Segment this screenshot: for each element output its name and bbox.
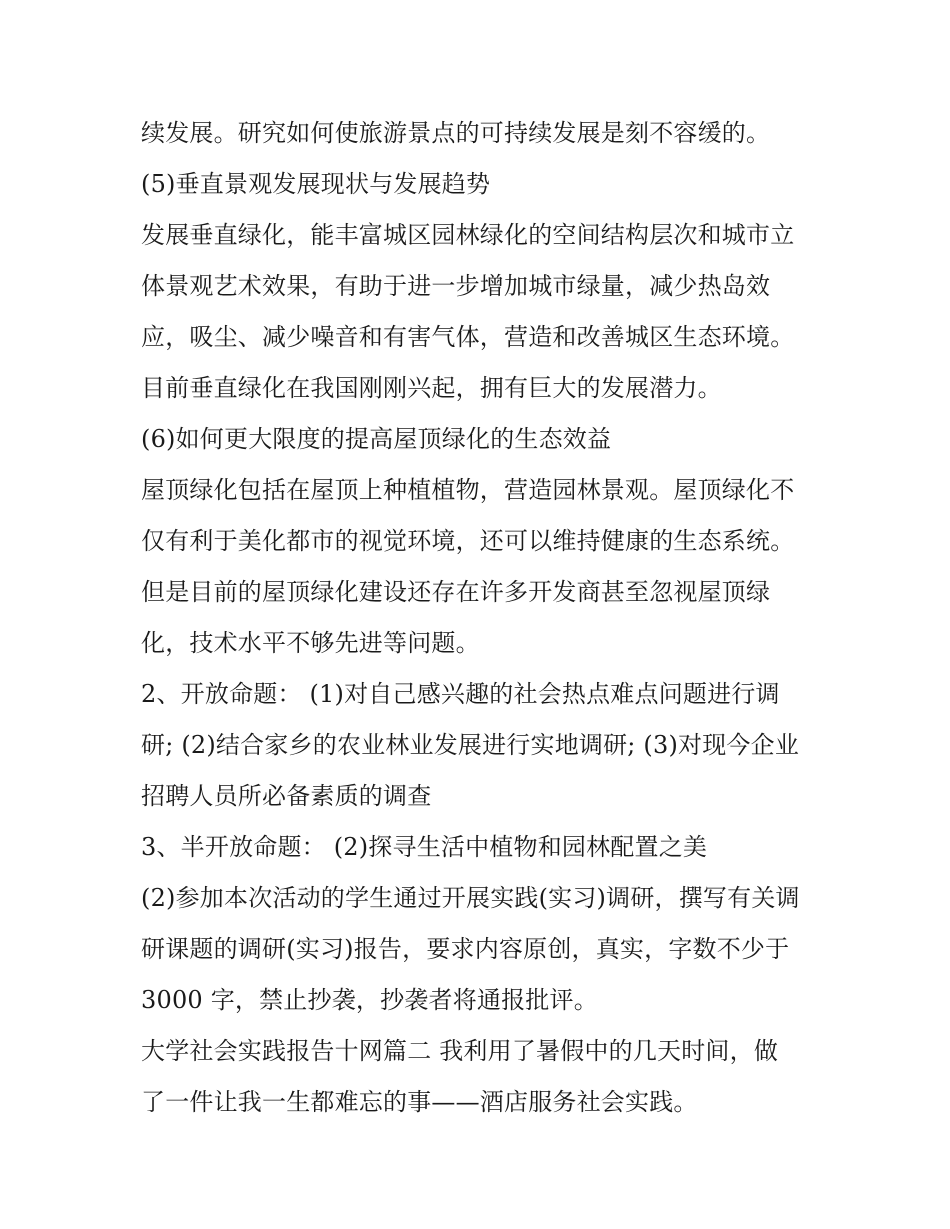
- text-line: 3、半开放命题： (2)探寻生活中植物和园林配置之美: [141, 833, 708, 861]
- text-line: 了一件让我一生都难忘的事——酒店服务社会实践。: [141, 1088, 698, 1116]
- section-heading: (5)垂直景观发展现状与发展趋势: [141, 170, 491, 198]
- text-line: 大学社会实践报告十网篇二 我利用了暑假中的几天时间，做: [141, 1037, 779, 1065]
- section-heading: (6)如何更大限度的提高屋顶绿化的生态效益: [141, 425, 612, 453]
- text-line: 目前垂直绿化在我国刚刚兴起，拥有巨大的发展潜力。: [141, 374, 722, 402]
- text-line: 研; (2)结合家乡的农业林业发展进行实地调研; (3)对现今企业: [141, 731, 800, 759]
- text-line: 3000 字，禁止抄袭，抄袭者将通报批评。: [141, 986, 598, 1014]
- text-line: 屋顶绿化包括在屋顶上种植植物，营造园林景观。屋顶绿化不: [141, 476, 795, 504]
- text-line: 发展垂直绿化，能丰富城区园林绿化的空间结构层次和城市立: [141, 221, 795, 249]
- text-line: 但是目前的屋顶绿化建设还存在许多开发商甚至忽视屋顶绿: [141, 578, 771, 606]
- text-line: (2)参加本次活动的学生通过开展实践(实习)调研，撰写有关调: [141, 884, 800, 912]
- text-line: 招聘人员所必备素质的调查: [141, 782, 432, 810]
- text-line: 应，吸尘、减少噪音和有害气体，营造和改善城区生态环境。: [141, 323, 795, 351]
- text-line: 2、开放命题： (1)对自己感兴趣的社会热点难点问题进行调: [141, 680, 780, 708]
- text-line: 体景观艺术效果，有助于进一步增加城市绿量，减少热岛效: [141, 272, 771, 300]
- text-line: 续发展。研究如何使旅游景点的可持续发展是刻不容缓的。: [141, 119, 771, 147]
- text-line: 化，技术水平不够先进等问题。: [141, 629, 480, 657]
- text-line: 仅有利于美化都市的视觉环境，还可以维持健康的生态系统。: [141, 527, 795, 555]
- text-line: 研课题的调研(实习)报告，要求内容原创，真实，字数不少于: [141, 935, 790, 963]
- document-body: [141, 108, 831, 1128]
